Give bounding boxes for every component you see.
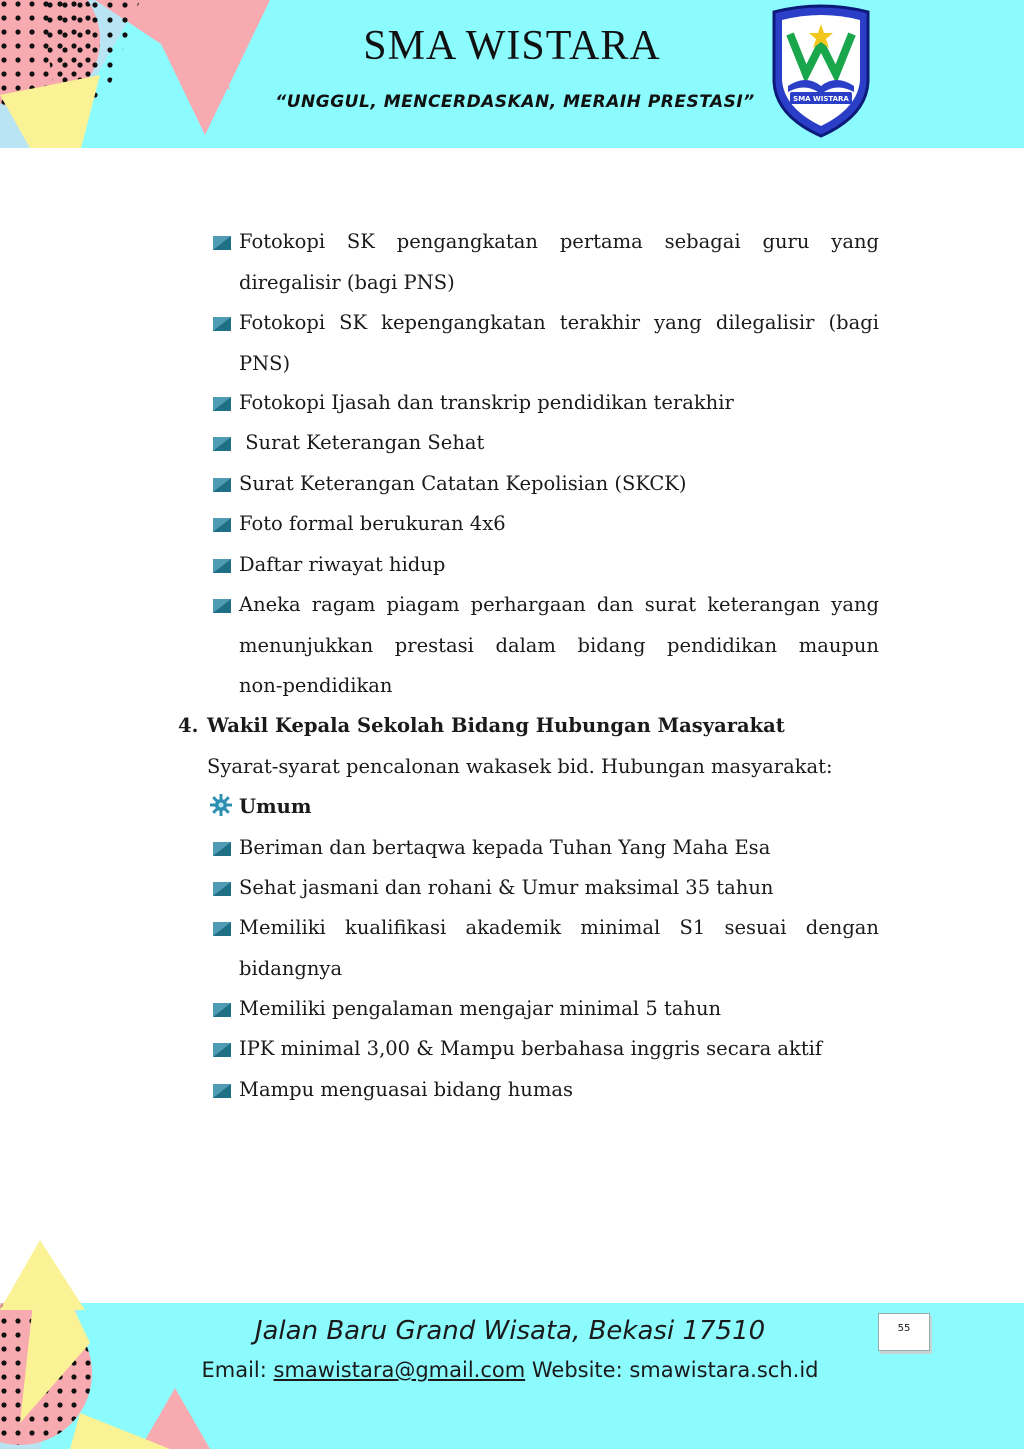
list-item: Fotokopi Ijasah dan transkrip pendidikan terakhir	[239, 391, 734, 414]
section-heading: 4. Wakil Kepala Sekolah Bidang Hubungan Masyarakat	[178, 714, 785, 737]
school-name: SMA WISTARA	[363, 23, 661, 69]
bullet-icon	[213, 599, 231, 613]
website-label: Website:	[531, 1358, 623, 1382]
bullet-icon	[213, 1084, 231, 1098]
bullet-icon	[213, 559, 231, 573]
bullet-icon	[213, 842, 231, 856]
bullet-icon	[213, 437, 231, 451]
footer-triangle-decoration	[0, 1240, 100, 1310]
header-band	[0, 0, 1024, 148]
list-item: Surat Keterangan Catatan Kepolisian (SKCK)	[239, 472, 687, 495]
list-item: Surat Keterangan Sehat	[239, 431, 485, 454]
school-logo	[766, 4, 876, 140]
bullet-icon	[213, 1043, 231, 1057]
website-text[interactable]: smawistara.sch.id	[629, 1358, 819, 1382]
logo-text: SMA WISTARA	[793, 95, 849, 103]
list-item: Sehat jasmani dan rohani & Umur maksimal 35 tahun	[239, 876, 774, 899]
bullet-icon	[213, 518, 231, 532]
list-item: Memiliki pengalaman mengajar minimal 5 tahun	[239, 997, 722, 1020]
list-item: Mampu menguasai bidang humas	[239, 1078, 573, 1101]
list-item: Aneka ragam piagam perhargaan dan surat keterangan yang menunjukkan prestasi dalam bidang pendidikan maupun non-pendidikan	[239, 593, 879, 697]
bullet-icon	[213, 397, 231, 411]
list-item: Fotokopi SK kepengangkatan terakhir yang dilegalisir (bagi PNS)	[239, 311, 879, 375]
email-link[interactable]: smawistara@gmail.com	[273, 1358, 526, 1382]
list-item: Memiliki kualifikasi akademik minimal S1 sesuai dengan bidangnya	[239, 916, 879, 980]
footer-address: Jalan Baru Grand Wisata, Bekasi 17510	[254, 1316, 766, 1346]
school-motto: “UNGGUL, MENCERDASKAN, MERAIH PRESTASI”	[275, 92, 755, 112]
list-item: Beriman dan bertaqwa kepada Tuhan Yang Maha Esa	[239, 836, 771, 859]
bullet-icon	[213, 236, 231, 250]
list-item: Daftar riwayat hidup	[239, 553, 446, 576]
sub-heading-umum: Umum	[239, 795, 312, 818]
gear-icon	[210, 794, 232, 816]
bullet-icon	[213, 478, 231, 492]
list-item: IPK minimal 3,00 & Mampu berbahasa inggris secara aktif	[239, 1037, 823, 1060]
email-label: Email:	[201, 1358, 267, 1382]
list-item: Foto formal berukuran 4x6	[239, 512, 506, 535]
footer-contact	[150, 1358, 870, 1382]
bullet-icon	[213, 882, 231, 896]
page-number: 55	[878, 1313, 930, 1351]
list-item: Fotokopi SK pengangkatan pertama sebagai guru yang diregalisir (bagi PNS)	[239, 230, 879, 294]
section-intro: Syarat-syarat pencalonan wakasek bid. Hubungan masyarakat:	[207, 755, 833, 778]
bullet-icon	[213, 922, 231, 936]
bullet-icon	[213, 1003, 231, 1017]
bullet-icon	[213, 317, 231, 331]
